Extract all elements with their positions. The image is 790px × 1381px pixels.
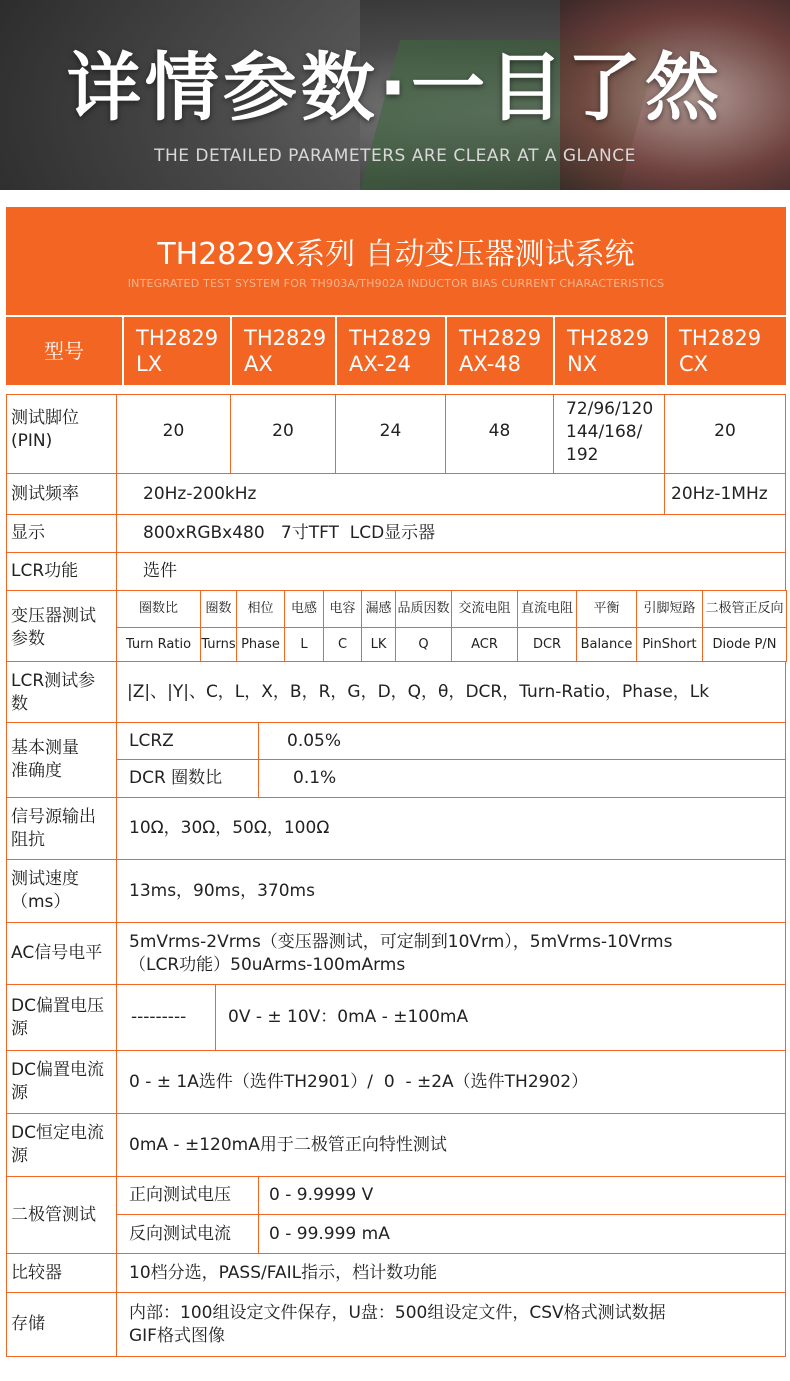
row-label-pin: 测试脚位 (PIN): [6, 394, 117, 474]
table-banner: [6, 207, 786, 315]
header-model: TH2829 CX: [667, 317, 786, 385]
row-label-comparator: 比较器: [6, 1253, 117, 1293]
row-label-display: 显示: [6, 514, 117, 553]
transformer-param-code: Q: [395, 627, 452, 662]
transformer-param-code: L: [284, 627, 324, 662]
transformer-param-code: Turns: [200, 627, 237, 662]
freq-value: 20Hz-200kHz: [116, 473, 665, 515]
hero-subtitle: THE DETAILED PARAMETERS ARE CLEAR AT A GLANCE: [154, 146, 636, 166]
lcr-params-value: |Z|、|Y|、C，L，X，B，R，G，D，Q，θ，DCR，Turn-Ratio，Phase，Lk: [116, 661, 786, 723]
lcr-value: 选件: [116, 552, 786, 591]
comparator-value: 10档分选，PASS/FAIL指示，档计数功能: [116, 1253, 786, 1293]
table-title: TH2829X系列 自动变压器测试系统: [157, 237, 635, 272]
accuracy-item-name: LCRZ: [116, 722, 259, 760]
transformer-param-code: Diode P/N: [702, 627, 787, 662]
pin-value: 20: [116, 394, 231, 474]
transformer-param-name: 电感: [284, 590, 324, 628]
pin-value: 20: [230, 394, 336, 474]
row-label-lcr: LCR功能: [6, 552, 117, 591]
table-subtitle: INTEGRATED TEST SYSTEM FOR TH903A/TH902A INDUCTOR BIAS CURRENT CHARACTERISTICS: [127, 277, 665, 290]
transformer-param-name: 交流电阻: [451, 590, 518, 628]
impedance-value: 10Ω，30Ω，50Ω，100Ω: [116, 797, 786, 860]
header-model: TH2829 LX: [124, 317, 230, 385]
row-label-storage: 存储: [6, 1292, 117, 1357]
speed-value: 13ms，90ms，370ms: [116, 859, 786, 923]
transformer-param-code: C: [323, 627, 362, 662]
dc-const-value: 0mA - ±120mA用于二极管正向特性测试: [116, 1113, 786, 1177]
transformer-param-name: 漏感: [361, 590, 396, 628]
spec-table: [6, 207, 786, 1357]
transformer-param-code: Balance: [576, 627, 637, 662]
freq-value-cx: 20Hz-1MHz: [664, 473, 786, 515]
dc-voltage-dash: ---------: [116, 984, 216, 1051]
row-label-dc-const: DC恒定电流 源: [6, 1113, 117, 1177]
transformer-param-name: 相位: [236, 590, 285, 628]
transformer-param-name: 直流电阻: [517, 590, 577, 628]
transformer-param-name: 平衡: [576, 590, 637, 628]
transformer-param-code: ACR: [451, 627, 518, 662]
accuracy-item-value: 0.05%: [258, 722, 786, 760]
transformer-param-code: Turn Ratio: [116, 627, 201, 662]
pin-value: 72/96/120 144/168/ 192: [553, 394, 665, 474]
accuracy-item-value: 0.1%: [258, 759, 786, 798]
transformer-param-code: Phase: [236, 627, 285, 662]
diode-item-value: 0 - 99.999 mA: [258, 1214, 786, 1254]
transformer-param-name: 电容: [323, 590, 362, 628]
pin-value: 48: [445, 394, 554, 474]
diode-item-name: 反向测试电流: [116, 1214, 259, 1254]
row-label-ac-level: AC信号电平: [6, 922, 117, 985]
header-model: TH2829 AX-48: [447, 317, 553, 385]
transformer-param-code: DCR: [517, 627, 577, 662]
accuracy-item-name: DCR 圈数比: [116, 759, 259, 798]
row-label-dc-voltage: DC偏置电压 源: [6, 984, 117, 1051]
pin-value: 24: [335, 394, 446, 474]
transformer-param-name: 二极管正反向: [702, 590, 787, 628]
ac-level-value: 5mVrms-2Vrms（变压器测试，可定制到10Vrm），5mVrms-10Vrms （LCR功能）50uArms-100mArms: [116, 922, 786, 985]
dc-voltage-value: 0V - ± 10V：0mA - ±100mA: [215, 984, 786, 1051]
header-model-label: 型号: [6, 317, 122, 385]
transformer-param-name: 引脚短路: [636, 590, 703, 628]
row-label-accuracy: 基本测量 准确度: [6, 722, 117, 798]
hero-title: 详情参数·一目了然: [66, 45, 724, 131]
diode-item-name: 正向测试电压: [116, 1176, 259, 1215]
hero-banner: [0, 0, 790, 190]
row-label-lcr-params: LCR测试参 数: [6, 661, 117, 723]
transformer-param-name: 品质因数: [395, 590, 452, 628]
transformer-param-code: PinShort: [636, 627, 703, 662]
storage-value: 内部：100组设定文件保存，U盘：500组设定文件，CSV格式测试数据 GIF格式图像: [116, 1292, 786, 1357]
diode-item-value: 0 - 9.9999 V: [258, 1176, 786, 1215]
transformer-param-name: 圈数: [200, 590, 237, 628]
row-label-dc-current: DC偏置电流 源: [6, 1050, 117, 1114]
dc-current-value: 0 - ± 1A选件（选件TH2901）/ 0 - ±2A（选件TH2902）: [116, 1050, 786, 1114]
row-label-impedance: 信号源输出 阻抗: [6, 797, 117, 860]
header-model: TH2829 AX: [232, 317, 335, 385]
display-value: 800xRGBx480 7寸TFT LCD显示器: [116, 514, 786, 553]
transformer-param-name: 圈数比: [116, 590, 201, 628]
row-label-transformer: 变压器测试 参数: [6, 590, 117, 662]
header-model: TH2829 NX: [555, 317, 665, 385]
transformer-param-code: LK: [361, 627, 396, 662]
header-model: TH2829 AX-24: [337, 317, 445, 385]
row-label-freq: 测试频率: [6, 473, 117, 515]
row-label-diode: 二极管测试: [6, 1176, 117, 1254]
pin-value: 20: [664, 394, 786, 474]
row-label-speed: 测试速度 （ms）: [6, 859, 117, 923]
